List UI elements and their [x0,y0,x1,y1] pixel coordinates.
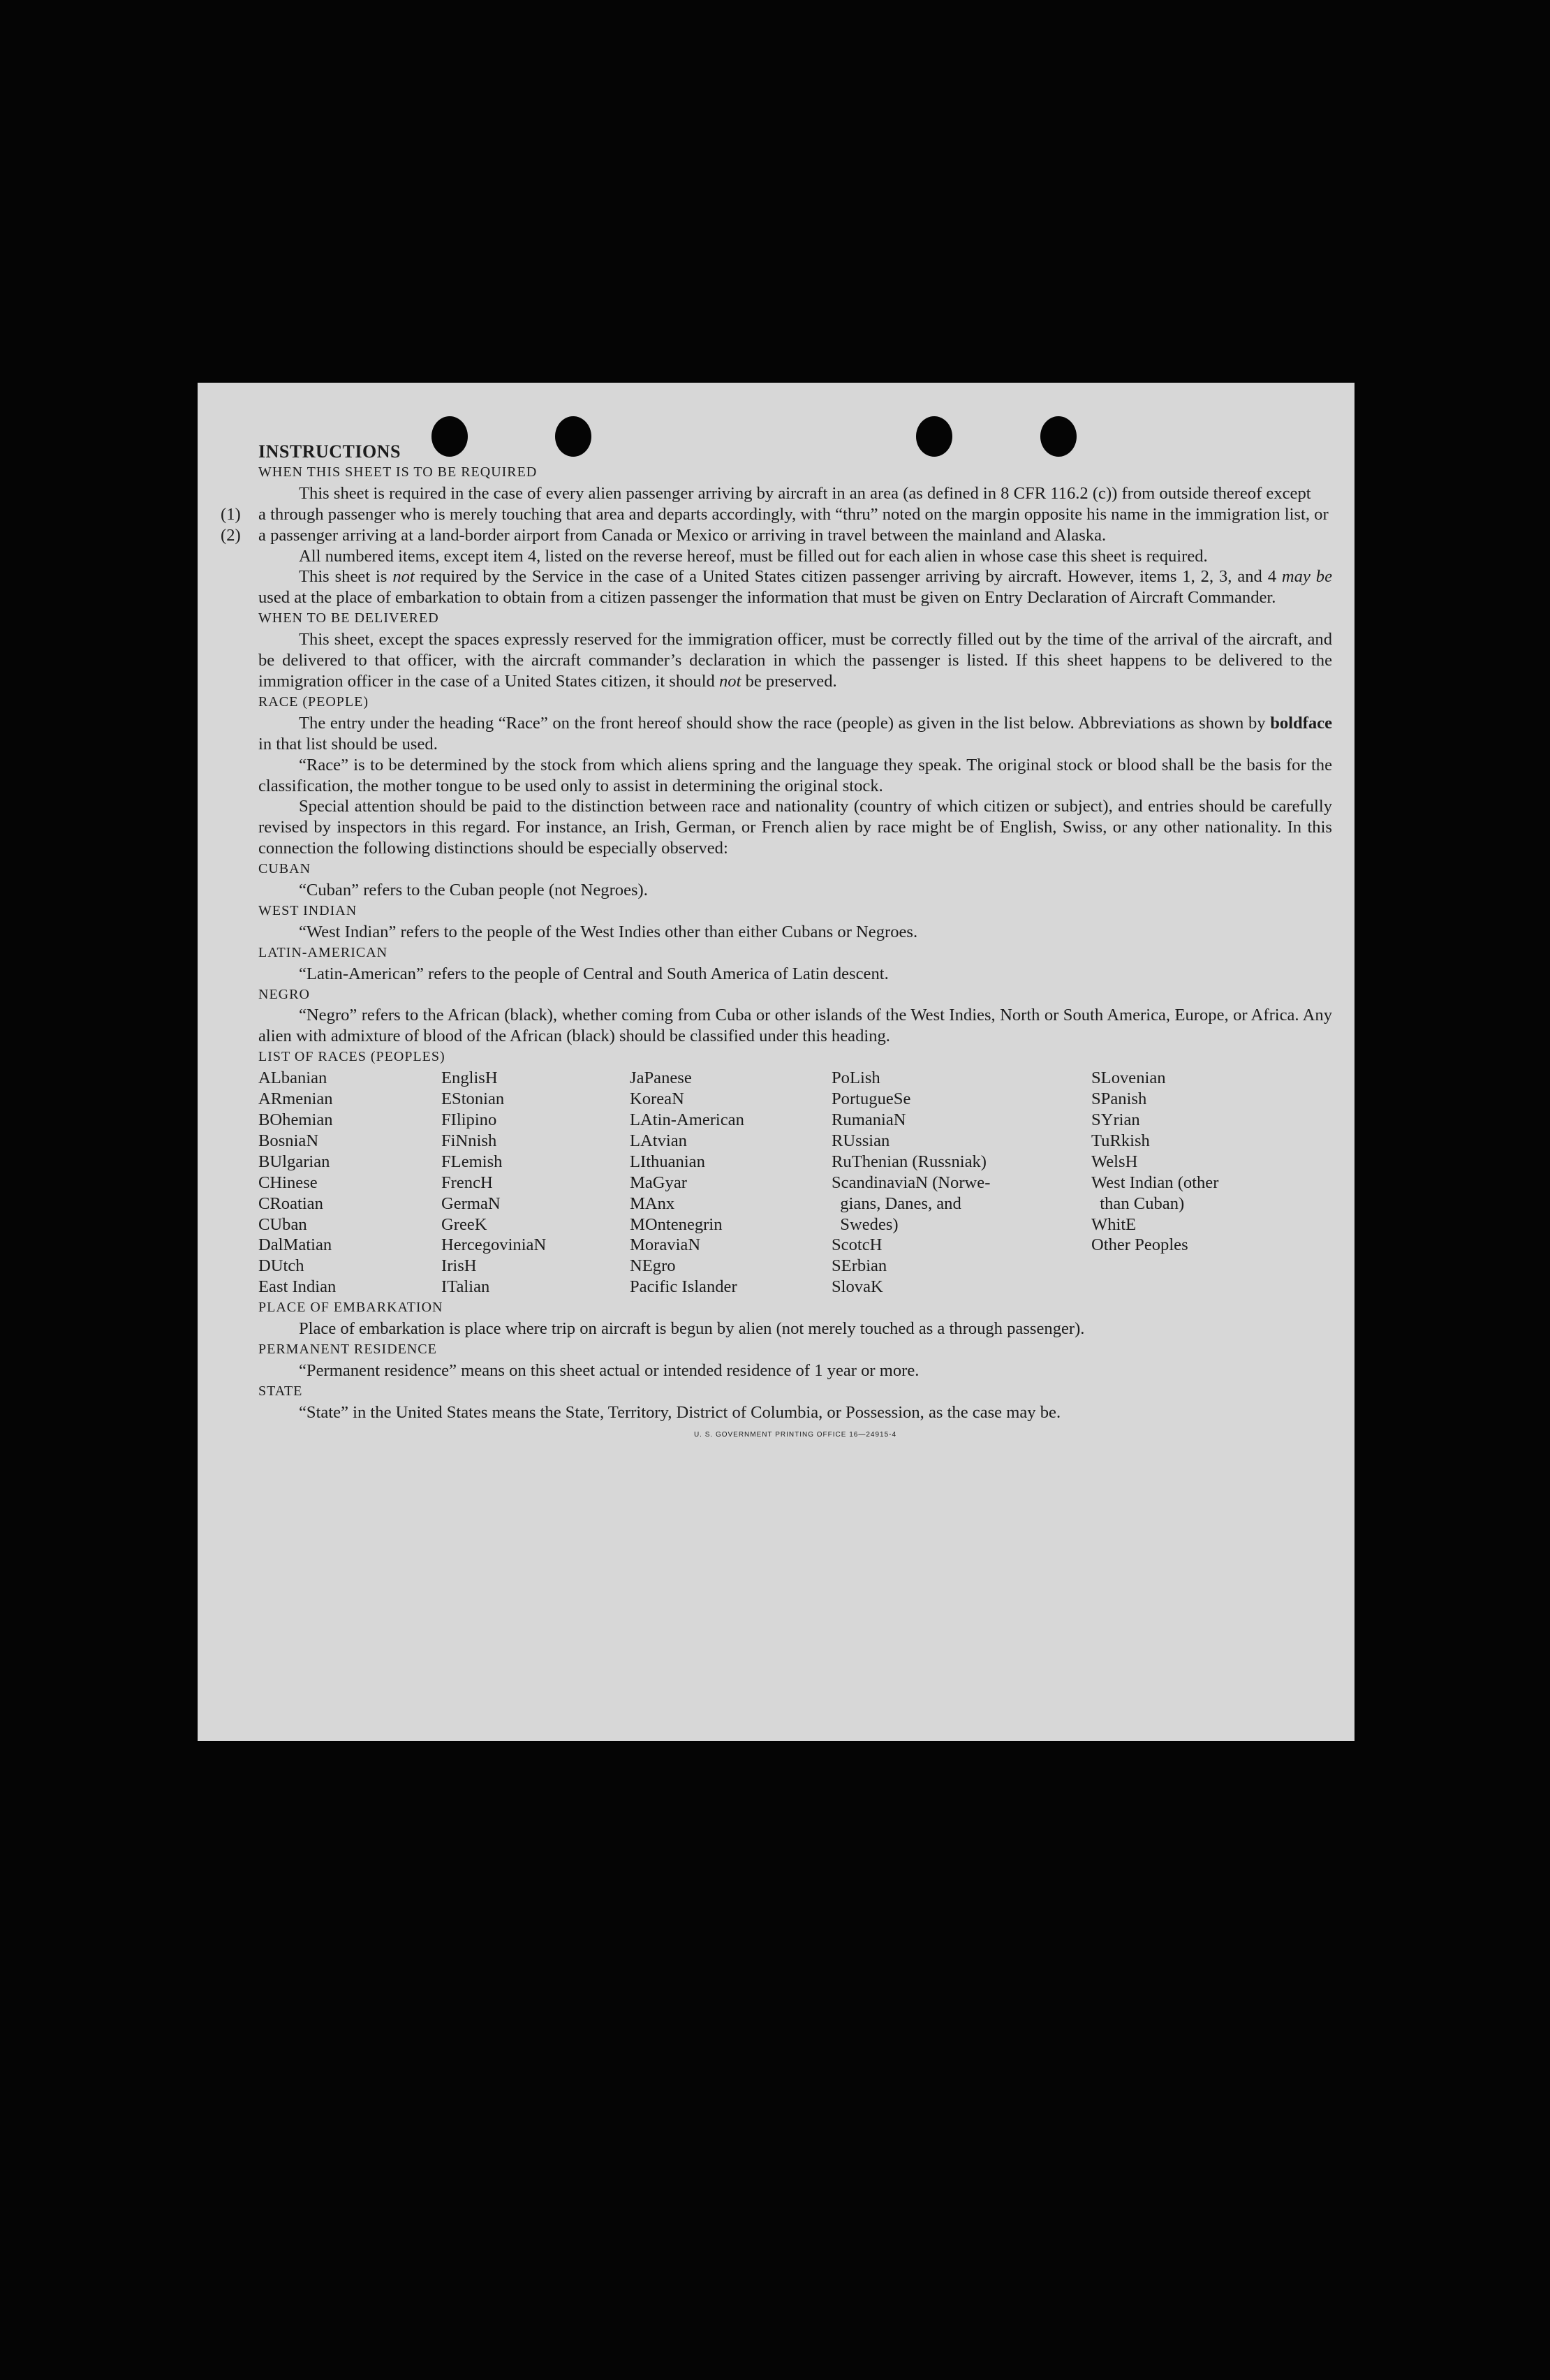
section-heading-list-of-races: LIST OF RACES (PEOPLES) [258,1049,445,1065]
list-item: EStonian [441,1089,505,1109]
list-item: PoLish [832,1068,880,1088]
list-item: NEgro [630,1256,676,1276]
section-heading-permanent-residence: PERMANENT RESIDENCE [258,1341,437,1357]
list-item: ARmenian [258,1089,333,1109]
list-item: MAnx [630,1193,675,1213]
list-item: RuThenian (Russniak) [832,1152,987,1171]
list-item: ITalian [441,1277,490,1297]
list-item: Pacific Islander [630,1277,737,1297]
section-heading-negro: NEGRO [258,986,310,1002]
text-run: be preserved. [741,671,837,691]
list-item: FLemish [441,1152,503,1171]
list-item: ALbanian [258,1068,327,1088]
item-number: (2) [221,525,241,545]
paragraph [258,629,1332,692]
list-item: JaPanese [630,1068,692,1088]
bold-text: boldface [1270,713,1332,733]
list-item: FiNnish [441,1131,497,1150]
list-item: LAtvian [630,1131,687,1150]
emphasis: not [392,567,415,587]
list-item: GreeK [441,1214,487,1234]
printer-imprint: U. S. GOVERNMENT PRINTING OFFICE 16—24915-4 [693,1430,897,1439]
list-item: GermaN [441,1193,501,1213]
list-item: FIlipino [441,1110,497,1129]
list-item: IrisH [441,1256,477,1276]
list-item: SYrian [1091,1110,1140,1129]
list-item: WelsH [1091,1152,1138,1171]
instruction-sheet [198,383,1355,1741]
list-item: PortugueSe [832,1089,911,1109]
list-item: BOhemian [258,1110,333,1129]
item-number: (1) [221,504,241,524]
paragraph: “Permanent residence” means on this sheet actual or intended residence of 1 year or more. [299,1360,920,1380]
list-item: SLovenian [1091,1068,1166,1088]
paragraph: Place of embarkation is place where trip on aircraft is begun by alien (not merely touched as a through passenger). [299,1319,1085,1339]
list-item: SlovaK [832,1277,883,1297]
emphasis: not [718,671,741,691]
list-item: BUlgarian [258,1152,330,1171]
text-run: This sheet, except the spaces expressly reserved for the immigration officer, must be correctly filled out by the time of the arrival of the aircraft, and be delivered to that officer, with the aircraft commander’s declaration in which the passenger is listed. If this sheet happens to be delivered to the immigration officer in the case of a United States citizen, it should [258,630,1332,691]
races-column [630,1068,832,1298]
text-run: The entry under the heading “Race” on the front hereof should show the race (people) as given in the list below. Abbreviations as shown by [299,713,1271,733]
list-item: MaGyar [630,1173,687,1192]
list-item: CHinese [258,1173,318,1192]
list-item: MoraviaN [630,1235,701,1255]
emphasis: may be [1281,567,1333,587]
races-column [832,1068,1091,1298]
list-item: West Indian (other [1091,1173,1219,1192]
list-item: CUban [258,1214,307,1234]
paragraph: “West Indian” refers to the people of the West Indies other than either Cubans or Negroes. [299,922,918,941]
item-text: a passenger arriving at a land-border airport from Canada or Mexico or arriving in travel between the mainland and Alaska. [258,525,1107,545]
section-heading-west-indian: WEST INDIAN [258,902,357,918]
section-heading-state: STATE [258,1383,303,1399]
section-heading-race: RACE (PEOPLE) [258,693,369,710]
item-text: a through passenger who is merely touching that area and departs accordingly, with “thru” noted on the margin opposite his name in the immigration list, or [258,504,1329,524]
paragraph [258,713,1332,755]
list-item: WhitE [1091,1214,1137,1234]
list-item: CRoatian [258,1193,323,1213]
paragraph: “Latin-American” refers to the people of Central and South America of Latin descent. [299,964,889,983]
list-item: DalMatian [258,1235,332,1255]
paragraph: “Cuban” refers to the Cuban people (not Negroes). [299,881,648,900]
races-column [258,1068,441,1298]
section-heading-latin-american: LATIN-AMERICAN [258,944,388,960]
list-item: LIthuanian [630,1152,705,1171]
paragraph: “State” in the United States means the State, Territory, District of Columbia, or Possession, as the case may be. [299,1402,1061,1422]
list-item: FrencH [441,1173,493,1192]
list-item: ScotcH [832,1235,883,1255]
section-heading-when-delivered: WHEN TO BE DELIVERED [258,610,439,626]
list-item: SErbian [832,1256,887,1276]
paragraph: All numbered items, except item 4, listed on the reverse hereof, must be filled out for each alien in whose case this sheet is required. [299,546,1208,566]
paragraph: “Negro” refers to the African (black), whether coming from Cuba or other islands of the West Indies, North or South America, Europe, or Africa. Any alien with admixture of blood of the African (black) should be classified under this heading. [258,1006,1332,1046]
list-item: MOntenegrin [630,1214,723,1234]
list-item: BosniaN [258,1131,319,1150]
page-title: INSTRUCTIONS [258,441,401,462]
list-item: LAtin-American [630,1110,744,1129]
section-heading-cuban: CUBAN [258,861,311,877]
list-item: RumaniaN [832,1110,906,1129]
list-item: EnglisH [441,1068,498,1088]
numbered-item [221,525,1332,546]
section-heading-when-required: WHEN THIS SHEET IS TO BE REQUIRED [258,464,538,480]
list-item: ScandinaviaN (Norwe- [832,1173,991,1192]
sheet-content [221,441,1333,1446]
races-column [441,1068,630,1298]
races-list [258,1068,1332,1298]
list-item: gians, Danes, and [832,1193,961,1213]
list-item: RUssian [832,1131,890,1150]
paragraph: “Race” is to be determined by the stock from which aliens spring and the language they speak. The original stock or blood shall be the basis for the classification, the mother tongue to be used only to assist in determining the original stock. [258,755,1332,795]
list-item: HercegoviniaN [441,1235,547,1255]
list-item: TuRkish [1091,1131,1150,1150]
list-item: SPanish [1091,1089,1147,1109]
text-run: This sheet is [299,567,393,587]
list-item: than Cuban) [1091,1193,1185,1213]
races-column [1091,1068,1332,1298]
paragraph: This sheet is required in the case of every alien passenger arriving by aircraft in an area (as defined in 8 CFR 116.2 (c)) from outside thereof except [299,483,1311,503]
section-heading-place-of-embarkation: PLACE OF EMBARKATION [258,1300,443,1316]
list-item: DUtch [258,1256,304,1276]
list-item: KoreaN [630,1089,684,1109]
numbered-item [221,504,1332,525]
paragraph [258,566,1332,608]
list-item: East Indian [258,1277,337,1297]
paragraph: Special attention should be paid to the distinction between race and nationality (country of which citizen or subject), and entries should be carefully revised by inspectors in this regard. For instance, an Irish, German, or French alien by race might be of English, Swiss, or any other nationality. In this connection the following distinctions should be especially observed: [258,797,1332,858]
list-item: Other Peoples [1091,1235,1188,1255]
text-run: used at the place of embarkation to obtain from a citizen passenger the information that must be given on Entry Declaration of Aircraft Commander. [258,588,1276,608]
list-item: Swedes) [832,1214,899,1234]
text-run: required by the Service in the case of a United States citizen passenger arriving by aircraft. However, items 1, 2, 3, and 4 [414,567,1282,587]
text-run: in that list should be used. [258,734,438,754]
